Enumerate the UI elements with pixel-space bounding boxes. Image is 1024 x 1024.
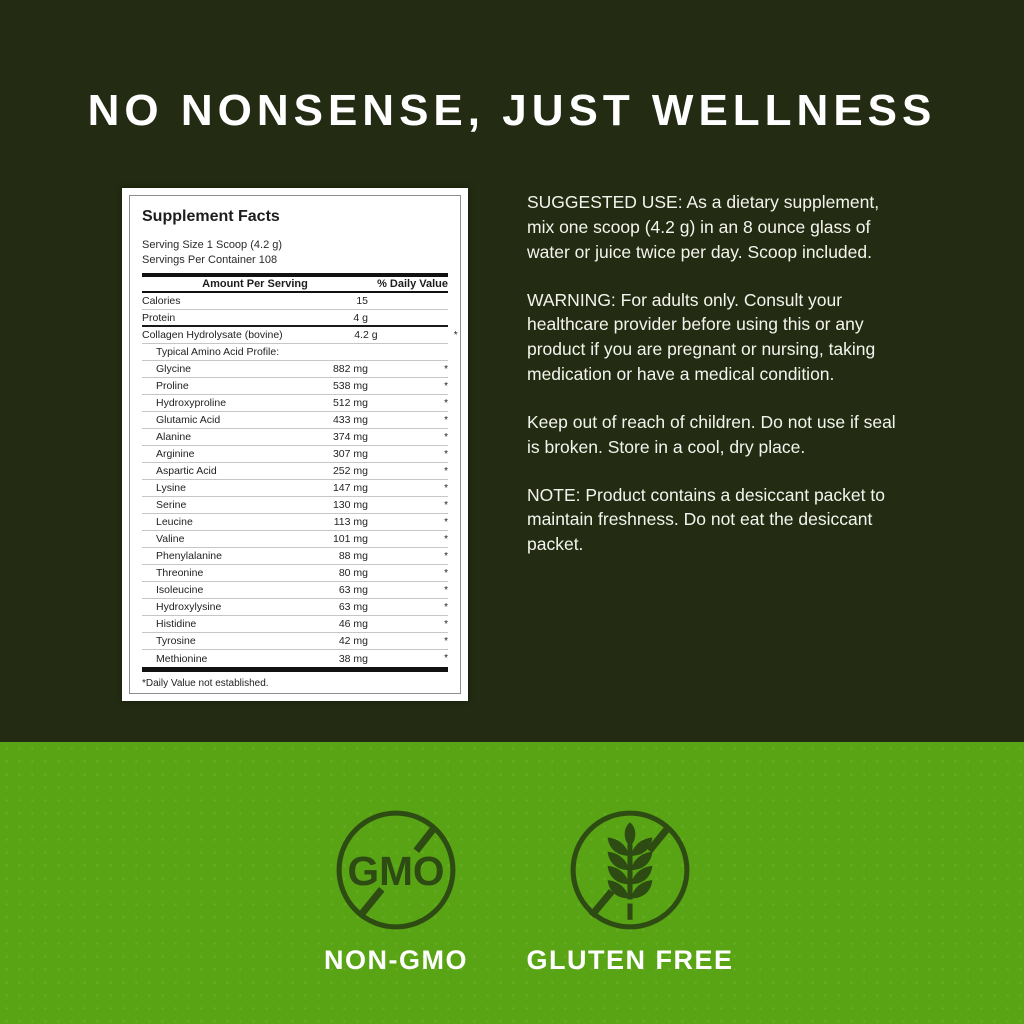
cell-amount: 538 mg (332, 380, 368, 392)
cell-name: Threonine (156, 567, 204, 579)
table-row (142, 446, 448, 463)
cell-amount: 130 mg (332, 499, 368, 511)
cell-dv: * (444, 653, 448, 664)
warning-paragraph: WARNING: For adults only. Consult your healthcare provider before using this or any product if you are pregnant or nursing, taking medication or have a medical condition. (527, 289, 876, 385)
column-header-daily-value: % Daily Value (377, 278, 448, 290)
gluten-free-badge (525, 806, 735, 976)
gmo-icon-text: GMO (347, 848, 445, 895)
serving-size: Serving Size 1 Scoop (4.2 g) (142, 239, 283, 251)
cell-amount: 374 mg (332, 431, 368, 443)
cell-dv: * (444, 601, 448, 613)
cell-name: Leucine (156, 516, 193, 528)
table-row (142, 548, 448, 565)
cell-name: Glycine (156, 363, 192, 375)
cell-amount: 512 mg (332, 397, 368, 409)
cell-name: Lysine (156, 482, 186, 494)
cell-dv: * (444, 482, 448, 494)
facts-table-body (142, 293, 458, 667)
cell-name: Aspartic Acid (156, 465, 217, 477)
cell-name: Proline (156, 380, 189, 392)
cell-dv: * (444, 380, 448, 392)
table-row (142, 310, 448, 327)
cell-name: Tyrosine (156, 635, 196, 647)
cell-amount: 4 g (353, 311, 368, 324)
non-gmo-badge (291, 806, 501, 976)
no-gmo-icon (332, 806, 460, 934)
cell-amount: 80 mg (338, 567, 368, 579)
cell-dv: * (444, 397, 448, 409)
wheat-ear (608, 822, 653, 920)
cell-name: Serine (156, 499, 187, 511)
cell-name: Calories (142, 295, 181, 307)
table-row (142, 378, 448, 395)
cell-amount: 63 mg (338, 601, 368, 613)
table-row (142, 565, 448, 582)
cell-name: Protein (142, 311, 176, 324)
cell-amount: 63 mg (338, 584, 368, 596)
cell-amount: 15 (356, 295, 368, 307)
table-header-row (142, 277, 448, 293)
column-header-amount: Amount Per Serving (202, 278, 308, 290)
page-title: NO NONSENSE, JUST WELLNESS (87, 86, 937, 135)
table-row (142, 293, 448, 310)
cell-dv: * (444, 584, 448, 596)
cell-amount: 4.2 g (354, 329, 378, 341)
cell-dv: * (444, 465, 448, 477)
cell-name: Arginine (156, 448, 195, 460)
cell-amount: 147 mg (332, 482, 368, 494)
cell-amount: 307 mg (332, 448, 368, 460)
table-row (142, 650, 448, 667)
no-gluten-wheat-icon (566, 806, 694, 934)
table-row (142, 582, 448, 599)
cell-amount: 113 mg (333, 516, 368, 528)
desiccant-note-paragraph: NOTE: Product contains a desiccant packet to maintain freshness. Do not eat the desiccant packet. (527, 484, 885, 555)
table-row (142, 327, 458, 344)
cell-name: Hydroxylysine (156, 601, 222, 613)
table-row (142, 514, 448, 531)
cell-name: Collagen Hydrolysate (bovine) (142, 329, 283, 341)
cell-dv: * (444, 363, 448, 375)
cell-amount: 42 mg (338, 635, 368, 647)
table-row (142, 344, 448, 361)
cell-name: Typical Amino Acid Profile: (156, 346, 280, 358)
non-gmo-label: NON-GMO (324, 945, 468, 975)
table-row (142, 497, 448, 514)
cell-name: Hydroxyproline (156, 397, 227, 409)
cell-dv: * (444, 431, 448, 443)
table-row (142, 429, 448, 446)
table-row (142, 463, 448, 480)
cell-dv: * (444, 499, 448, 511)
facts-heading: Supplement Facts (142, 208, 280, 225)
storage-paragraph: Keep out of reach of children. Do not use if seal is broken. Store in a cool, dry place. (527, 411, 896, 457)
supplement-facts-inner (129, 195, 461, 694)
cell-dv: * (444, 448, 448, 460)
cell-dv: * (444, 635, 448, 647)
supplement-facts-panel (122, 188, 468, 701)
usage-info-column (527, 190, 909, 580)
table-row (142, 616, 448, 633)
table-row (142, 633, 448, 650)
cell-name: Phenylalanine (156, 550, 222, 562)
cell-name: Valine (156, 533, 185, 545)
cell-dv: * (444, 567, 448, 579)
cell-amount: 433 mg (332, 414, 368, 426)
cell-dv: * (453, 329, 458, 341)
cell-amount: 88 mg (338, 550, 368, 562)
badge-footer-section (0, 742, 1024, 1024)
table-row (142, 531, 448, 548)
cell-dv: * (444, 516, 448, 528)
table-row (142, 599, 448, 616)
cell-amount: 46 mg (338, 618, 368, 630)
cell-dv: * (444, 550, 448, 562)
cell-amount: 38 mg (338, 652, 368, 665)
table-row (142, 361, 448, 378)
cell-name: Glutamic Acid (156, 414, 221, 426)
cell-name: Isoleucine (156, 584, 204, 596)
cell-dv: * (444, 414, 448, 426)
cell-name: Histidine (156, 618, 197, 630)
table-row (142, 395, 448, 412)
table-row (142, 480, 448, 497)
suggested-use-paragraph: SUGGESTED USE: As a dietary supplement, mix one scoop (4.2 g) in an 8 ounce glass of water or juice twice per day. Scoop included. (527, 192, 880, 262)
facts-footnote: *Daily Value not established. (142, 678, 269, 689)
cell-amount: 882 mg (332, 363, 368, 375)
cell-dv: * (444, 618, 448, 630)
gluten-free-label: GLUTEN FREE (526, 945, 734, 975)
cell-dv: * (444, 533, 448, 545)
cell-amount: 252 mg (332, 465, 368, 477)
table-row (142, 412, 448, 429)
cell-name: Methionine (156, 652, 208, 665)
cell-amount: 101 mg (332, 533, 368, 545)
servings-per-container: Servings Per Container 108 (142, 254, 278, 266)
cell-name: Alanine (156, 431, 192, 443)
